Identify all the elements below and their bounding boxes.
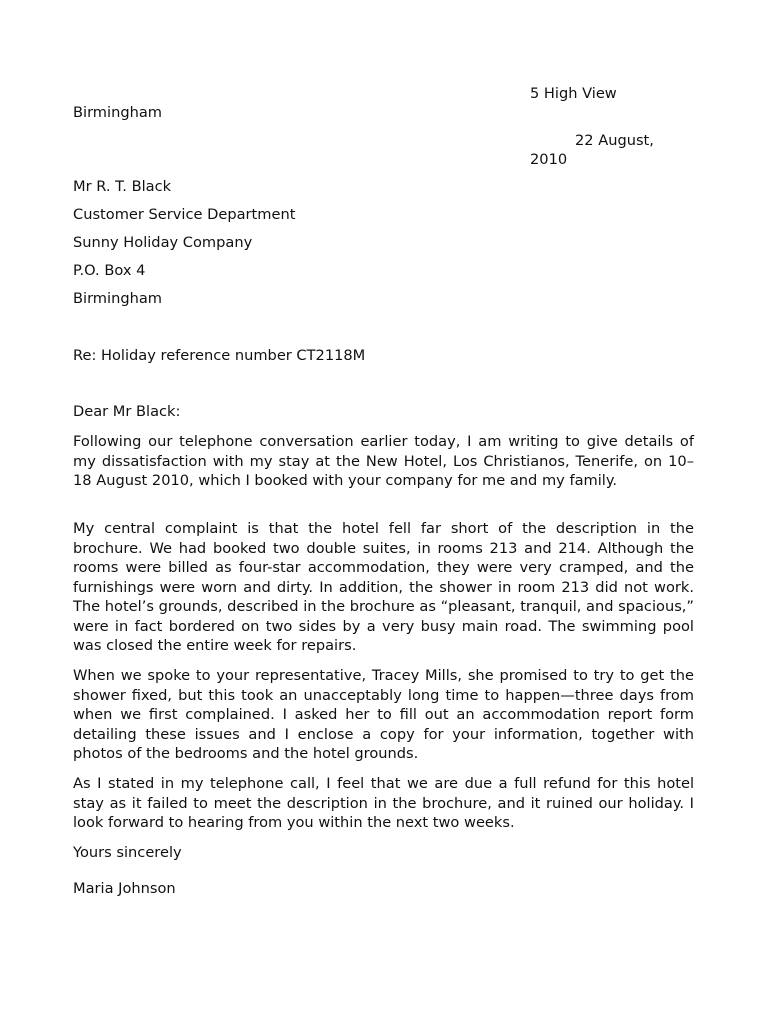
salutation: Dear Mr Black: [73, 403, 181, 420]
sender-city: Birmingham [73, 104, 163, 121]
body-paragraph-1: Following our telephone conversation earlier today, I am writing to give details of my dissatisfaction with my stay at the New Hotel, Los Christianos, Tenerife, on 10– 18 August 2010, which I booked with your company for me and my family. [73, 433, 694, 489]
recipient-company: Sunny Holiday Company [73, 234, 253, 251]
body-paragraph-2: My central complaint is that the hotel fell far short of the description in the brochure. We had booked two double suites, in rooms 213 and 214. Although the rooms were billed as four-star accommodation, they were very cramped, and the furnishings were worn and dirty. In addition, the shower in room 213 did not work. The hotel’s grounds, described in the brochure as “pleasant, tranquil, and spacious,” were in fact bordered on two sides by a very busy main road. The swimming pool was closed the entire week for repairs. [73, 520, 694, 654]
letter-date: 22 August, 2010 [530, 132, 654, 168]
recipient-department: Customer Service Department [73, 206, 296, 223]
subject-line: Re: Holiday reference number CT2118M [73, 347, 366, 364]
body-paragraph-3: When we spoke to your representative, Tracey Mills, she promised to try to get the shower fixed, but this took an unacceptably long time to happen—three days from when we first complained. I asked her to fill out an accommodation report form detailing these issues and I enclose a copy for your information, together with photos of the bedrooms and the hotel grounds. [73, 667, 694, 762]
recipient-city: Birmingham [73, 290, 163, 307]
body-paragraph-4: As I stated in my telephone call, I feel that we are due a full refund for this hotel stay as it failed to meet the description in the brochure, and it ruined our holiday. I look forward to hearing from you within the next two weeks. [73, 775, 694, 831]
recipient-po-box: P.O. Box 4 [73, 262, 146, 279]
closing: Yours sincerely [73, 844, 182, 861]
sender-street: 5 High View [530, 85, 617, 102]
recipient-name: Mr R. T. Black [73, 178, 172, 195]
signature-name: Maria Johnson [73, 880, 176, 897]
